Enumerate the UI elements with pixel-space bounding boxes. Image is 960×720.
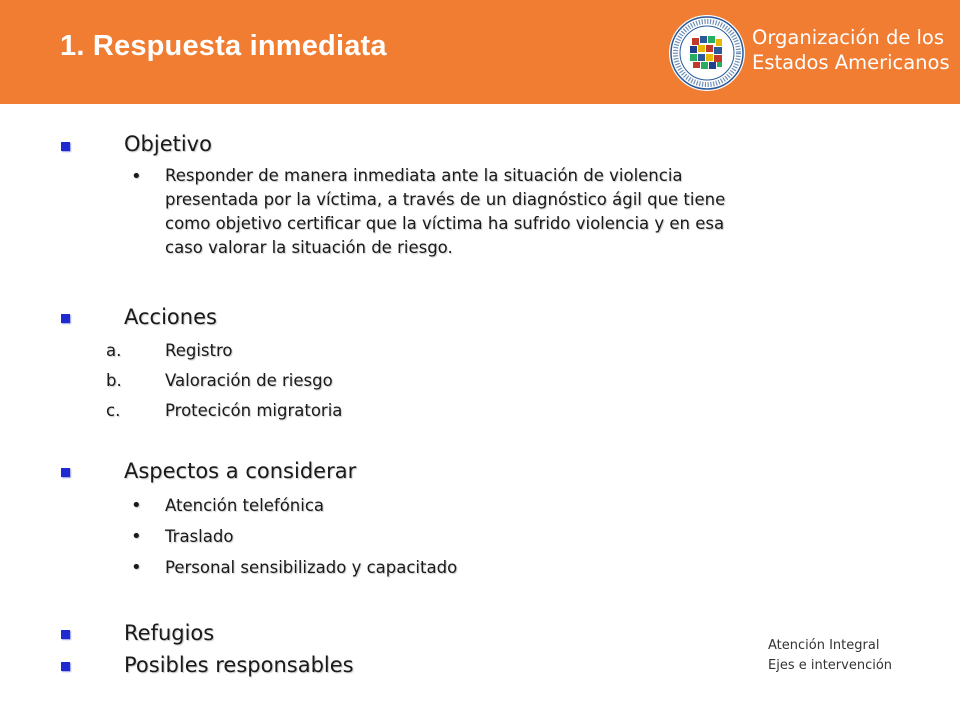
list-item: Protecicón migratoria <box>165 401 343 420</box>
list-item: Atención telefónica <box>165 496 325 515</box>
footer-line-2: Ejes e intervención <box>768 658 893 673</box>
slide-title: 1. Respuesta inmediata <box>60 30 387 62</box>
square-bullet-icon <box>61 142 70 151</box>
heading-objetivo: Objetivo <box>124 132 212 156</box>
org-line-2: Estados Americanos <box>752 51 950 74</box>
list-item: Traslado <box>165 527 234 546</box>
objetivo-line: caso valorar la situación de riesgo. <box>165 238 453 257</box>
heading-refugios: Refugios <box>124 621 215 645</box>
dot-bullet-icon: • <box>131 557 142 578</box>
list-item: Registro <box>165 341 233 360</box>
slide-footer <box>768 636 892 676</box>
heading-acciones: Acciones <box>124 305 217 329</box>
list-marker: c. <box>106 401 121 420</box>
footer-line-1: Atención Integral <box>768 638 880 653</box>
list-item: Valoración de riesgo <box>165 371 333 390</box>
dot-bullet-icon: • <box>131 166 142 187</box>
heading-responsables: Posibles responsables <box>124 653 354 677</box>
org-line-1: Organización de los <box>752 26 945 49</box>
objetivo-line: Responder de manera inmediata ante la situación de violencia <box>165 166 683 185</box>
objetivo-line: presentada por la víctima, a través de un diagnóstico ágil que tiene <box>165 190 726 209</box>
square-bullet-icon <box>61 630 70 639</box>
square-bullet-icon <box>61 662 70 671</box>
objetivo-text <box>165 164 889 260</box>
heading-aspectos: Aspectos a considerar <box>124 459 357 483</box>
list-marker: b. <box>106 371 122 390</box>
dot-bullet-icon: • <box>131 526 142 547</box>
objetivo-line: como objetivo certificar que la víctima ha sufrido violencia y en esa <box>165 214 725 233</box>
square-bullet-icon <box>61 468 70 477</box>
list-marker: a. <box>106 341 122 360</box>
list-item: Personal sensibilizado y capacitado <box>165 558 458 577</box>
dot-bullet-icon: • <box>131 495 142 516</box>
square-bullet-icon <box>61 314 70 323</box>
